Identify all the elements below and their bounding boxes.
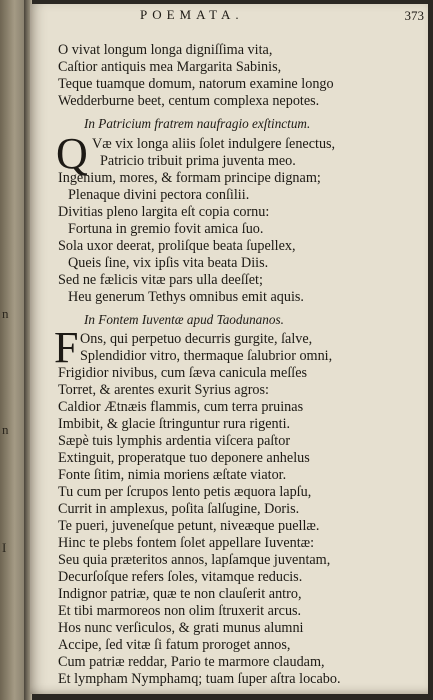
page-number: 373 bbox=[404, 8, 424, 23]
running-head: POEMATA. bbox=[140, 7, 244, 22]
verse-line: Sæpè tuis lymphis ardentia viſcera paſtor bbox=[58, 433, 291, 449]
verse-line: O vivat longum longa digniſſima vita, bbox=[58, 42, 273, 58]
verse-line: Fortuna in gremio fovit amica ſuo. bbox=[68, 221, 264, 237]
verse-line: Ingenium, mores, & formam principe dignam; bbox=[58, 170, 321, 186]
verse-line: Seu quia præteritos annos, lapſamque juventam, bbox=[58, 552, 331, 568]
verse-line: Fonte ſitim, nimia moriens æſtate viator. bbox=[58, 467, 287, 483]
verse-line: Extinguit, properatque tuo deponere anhelus bbox=[58, 450, 310, 466]
verse-line: Cum patriæ reddar, Pario te marmore claudam, bbox=[58, 654, 325, 670]
verse-line: Heu generum Tethys omnibus emit aquis. bbox=[68, 289, 304, 305]
verse-line: Caſtior antiquis mea Margarita Sabinis, bbox=[58, 59, 282, 75]
verse-line: Currit in amplexus, poſita ſalſugine, Doris. bbox=[58, 501, 300, 517]
bleed-letter: n bbox=[2, 306, 9, 321]
verse-line: Splendidior vitro, thermaque ſalubrior omni, bbox=[80, 348, 333, 364]
verse-line: Hos nunc verſiculos, & grati munus alumni bbox=[58, 620, 304, 636]
verse-line: Queis ſine, vix ipſis vita beata Diis. bbox=[68, 255, 269, 271]
bleed-letter: n bbox=[2, 422, 9, 437]
verse-line: Caldior Ætnæis flammis, cum terra pruinas bbox=[58, 399, 304, 415]
verse-line: Imbibit, & glacie ſtringuntur rura rigenti. bbox=[58, 416, 291, 432]
bleed-letter: I bbox=[2, 540, 7, 555]
verse-line: Ons, qui perpetuo decurris gurgite, ſalve, bbox=[80, 331, 313, 347]
verse-line: Patricio tribuit prima juventa meo. bbox=[100, 153, 296, 169]
verse-line: Indignor patriæ, quæ te non clauſerit antro, bbox=[58, 586, 302, 602]
poem-title: In Patricium fratrem naufragio exſtinctum. bbox=[84, 116, 311, 131]
poem-title: In Fontem Iuventæ apud Taodunanos. bbox=[84, 312, 284, 327]
verse-line: Sola uxor deerat, proliſque beata ſupellex, bbox=[58, 238, 296, 254]
verse-line: Te pueri, juveneſque petunt, niveæque puellæ. bbox=[58, 518, 320, 534]
verse-line: Hinc te plebs fontem ſolet appellare Iuventæ: bbox=[58, 535, 315, 551]
verse-line: Plenaque divini pectora conſilii. bbox=[68, 187, 250, 203]
verse-line: Et tibi marmoreos non olim ſtruxerit arcus. bbox=[58, 603, 302, 619]
drop-cap: F bbox=[54, 323, 79, 372]
verse-line: Sed ne fælicis vitæ pars ulla deeſſet; bbox=[58, 272, 263, 288]
verse-line: Tu cum per ſcrupos lento petis æquora lapſu, bbox=[58, 484, 312, 500]
verse-line: Torret, & arentes exurit Syrius agros: bbox=[58, 382, 269, 398]
verse-line: Teque tuamque domum, natorum examine longo bbox=[58, 76, 334, 92]
previous-page-edge bbox=[0, 0, 24, 700]
verse-line: Accipe, ſed vitæ ſi fatum proroget annos, bbox=[58, 637, 291, 653]
verse-line: Frigidior nivibus, cum ſæva canicula meſſes bbox=[58, 365, 308, 381]
verse-line: Wedderburne beet, centum complexa nepotes. bbox=[58, 93, 320, 109]
drop-cap: Q bbox=[56, 129, 88, 178]
verse-line: Decurſoſque refers ſoles, vitamque reducis. bbox=[58, 569, 303, 585]
verse-line: Divitias pleno largita eſt copia cornu: bbox=[58, 204, 270, 220]
verse-line: Et lympham Nymphamq; tuam ſuper aſtra locabo. bbox=[58, 671, 341, 687]
verse-line: Væ vix longa aliis ſolet indulgere ſenectus, bbox=[92, 136, 336, 152]
page bbox=[30, 4, 428, 694]
